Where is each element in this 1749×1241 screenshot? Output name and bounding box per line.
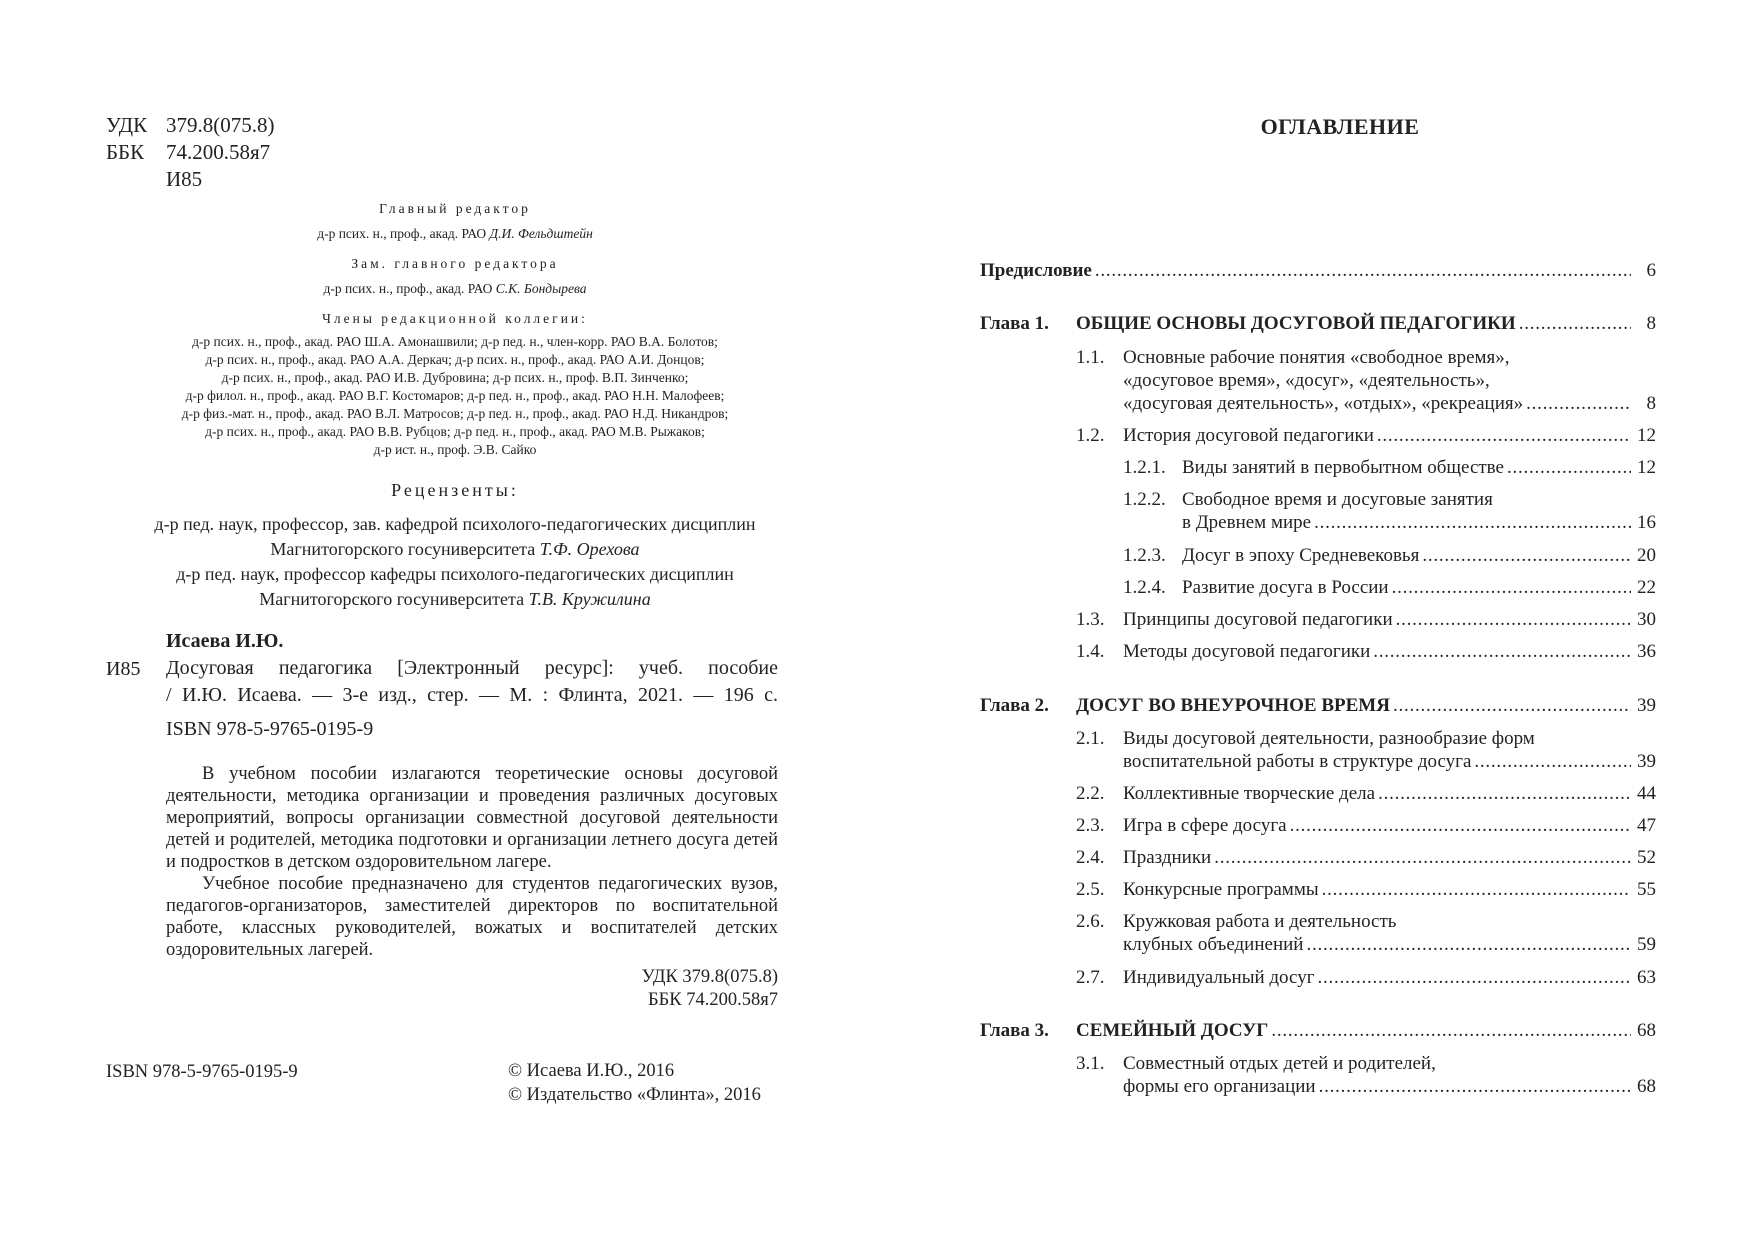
editorial-board-list (120, 333, 790, 459)
toc-page: 39 (1637, 695, 1656, 716)
copyright-publisher: © Издательство «Флинта», 2016 (508, 1085, 761, 1105)
board-line: д-р псих. н., проф., акад. РАО А.А. Деркач; д-р псих. н., проф., акад. РАО А.И. Донцов; (205, 352, 705, 367)
toc-page: 16 (1637, 512, 1656, 533)
board-line: д-р псих. н., проф., акад. РАО Ш.А. Амонашвили; д-р пед. н., член-корр. РАО В.А. Болотов; (192, 334, 718, 349)
bbk-label: ББК (106, 140, 145, 164)
toc-page: 30 (1637, 609, 1656, 630)
toc-page: 8 (1646, 393, 1656, 414)
toc-section-1-4[interactable]: 1.4. Методы досуговой педагогики . . . 36 (1076, 640, 1656, 663)
toc-chapter-1[interactable]: Глава 1. ОБЩИЕ ОСНОВЫ ДОСУГОВОЙ ПЕДАГОГИКИ . . . 8 (980, 312, 1656, 335)
toc-title: ОГЛАВЛЕНИЕ (1260, 114, 1420, 139)
toc-section-1-2-1[interactable]: 1.2.1. Виды занятий в первобытном обществе . . . 12 (1123, 456, 1656, 479)
board-line: д-р филол. н., проф., акад. РАО В.Г. Костомаров; д-р пед. н., проф., акад. РАО Н.Н. Малофеев; (185, 388, 725, 403)
toc-section-1-2[interactable]: 1.2. История досуговой педагогики . . . 12 (1076, 424, 1656, 447)
board-heading: Члены редакционной коллегии: (322, 311, 588, 326)
toc-section-2-6-last[interactable]: клубных объединений . . . 59 (1123, 933, 1656, 956)
copyright-author: © Исаева И.Ю., 2016 (508, 1061, 675, 1081)
udk-bottom: УДК 379.8(075.8) (641, 967, 778, 987)
deputy-editor-heading: Зам. главного редактора (351, 256, 559, 271)
toc-chapter-3[interactable]: Глава 3. СЕМЕЙНЫЙ ДОСУГ . . . 68 (980, 1019, 1656, 1042)
bibliographic-line-1: Досуговая педагогика [Электронный ресурс]: учеб. пособие (166, 657, 778, 679)
toc-page: 12 (1637, 425, 1656, 446)
toc-section-1-1-last[interactable]: «досуговая деятельность», «отдых», «рекреация» . . . 8 (1123, 392, 1656, 415)
toc-section-2-3[interactable]: 2.3. Игра в сфере досуга . . . 47 (1076, 814, 1656, 837)
chief-editor-name: Д.И. Фельдштейн (489, 226, 593, 241)
annotation-paragraph: Учебное пособие предназначено для студентов педагогических вузов, педагогов-организаторов, заместителей директоров по воспитательной работе, классных руководителей, вожатых и воспитателей детских оздоровительных лагерей. (166, 874, 778, 960)
deputy-editor-name: С.К. Бондырева (495, 281, 587, 296)
toc-page: 68 (1637, 1020, 1656, 1041)
toc-page: 55 (1637, 879, 1656, 900)
toc-section-2-4[interactable]: 2.4. Праздники . . . 52 (1076, 846, 1656, 869)
toc-section-2-5[interactable]: 2.5. Конкурсные программы . . . 55 (1076, 878, 1656, 901)
toc-page: 52 (1637, 847, 1656, 868)
toc-page: 59 (1637, 934, 1656, 955)
toc-entry-preface[interactable]: Предисловие . . . 6 (980, 259, 1656, 282)
toc-page: 68 (1637, 1076, 1656, 1097)
reviewer-2-name: Т.В. Кружилина (528, 589, 651, 609)
author-name: Исаева И.Ю. (166, 630, 284, 652)
reviewer-2: д-р пед. наук, профессор кафедры психолого-педагогических дисциплин Магнитогорского госуниверситета Т.В. Кружилина (176, 564, 734, 609)
toc-page: 36 (1637, 641, 1656, 662)
toc-page: 12 (1637, 457, 1656, 478)
board-line: д-р псих. н., проф., акад. РАО В.В. Рубцов; д-р пед. н., проф., акад. РАО М.В. Рыжаков; (205, 424, 705, 439)
reviewers-heading: Рецензенты: (391, 480, 519, 500)
annotation (166, 763, 778, 961)
isbn-bottom: ISBN 978-5-9765-0195-9 (106, 1062, 298, 1082)
chief-editor-heading: Главный редактор (379, 201, 531, 216)
bibliographic-line-2: / И.Ю. Исаева. — 3-е изд., стер. — М. : Флинта, 2021. — 196 с. (166, 684, 778, 706)
toc-page: 6 (1646, 260, 1656, 281)
bbk-value: 74.200.58я7 (166, 140, 271, 164)
toc-page: 63 (1637, 967, 1656, 988)
board-line: д-р ист. н., проф. Э.В. Сайко (373, 442, 537, 457)
toc-page: 22 (1637, 577, 1656, 598)
toc-section-2-7[interactable]: 2.7. Индивидуальный досуг . . . 63 (1076, 966, 1656, 989)
bbk-bottom: ББК 74.200.58я7 (648, 990, 778, 1010)
toc-section-3-1-last[interactable]: формы его организации . . . 68 (1123, 1075, 1656, 1098)
toc-chapter-2[interactable]: Глава 2. ДОСУГ ВО ВНЕУРОЧНОЕ ВРЕМЯ . . . 39 (980, 694, 1656, 717)
toc-section-2-2[interactable]: 2.2. Коллективные творческие дела . . . 44 (1076, 782, 1656, 805)
toc-page: 20 (1637, 545, 1656, 566)
annotation-paragraph: В учебном пособии излагаются теоретические основы досуговой деятельности, методика организации и проведения различных досуговых мероприятий, вопросы организации совместной досуговой деятельности детей и родителей, методика подготовки и организации летнего досуга детей и подростков в детском оздоровительном лагере. (166, 764, 778, 872)
reviewer-1-name: Т.Ф. Орехова (539, 539, 640, 559)
udk-label: УДК (106, 113, 148, 137)
classification-codes-bottom (560, 966, 778, 1012)
toc-section-2-1-last[interactable]: воспитательной работы в структуре досуга . . . 39 (1123, 750, 1656, 773)
index-code: И85 (106, 658, 141, 680)
toc-section-1-2-3[interactable]: 1.2.3. Досуг в эпоху Средневековья . . . 20 (1123, 544, 1656, 567)
author-sign: И85 (166, 167, 203, 191)
toc-section-1-2-4[interactable]: 1.2.4. Развитие досуга в России . . . 22 (1123, 576, 1656, 599)
udk-value: 379.8(075.8) (166, 113, 275, 137)
toc-section-1-3[interactable]: 1.3. Принципы досуговой педагогики . . . 30 (1076, 608, 1656, 631)
copyright-block (508, 1059, 761, 1107)
isbn: ISBN 978-5-9765-0195-9 (166, 718, 374, 740)
toc-page: 8 (1646, 313, 1656, 334)
chief-editor-line: д-р псих. н., проф., акад. РАО Д.И. Фельдштейн (317, 226, 593, 241)
toc-page: 47 (1637, 815, 1656, 836)
toc-page: 44 (1637, 783, 1656, 804)
reviewer-1: д-р пед. наук, профессор, зав. кафедрой психолого-педагогических дисциплин Магнитогорского госуниверситета Т.Ф. Орехова (154, 514, 756, 559)
deputy-editor-line: д-р псих. н., проф., акад. РАО С.К. Бондырева (323, 281, 587, 296)
toc-page: 39 (1637, 751, 1656, 772)
board-line: д-р псих. н., проф., акад. РАО И.В. Дубровина; д-р псих. н., проф. В.П. Зинченко; (221, 370, 689, 385)
board-line: д-р физ.-мат. н., проф., акад. РАО В.Л. Матросов; д-р пед. н., проф., акад. РАО Н.Д. Никандров; (181, 406, 729, 421)
classification-codes (106, 112, 275, 193)
toc-section-1-2-2-last[interactable]: в Древнем мире . . . 16 (1182, 511, 1656, 534)
